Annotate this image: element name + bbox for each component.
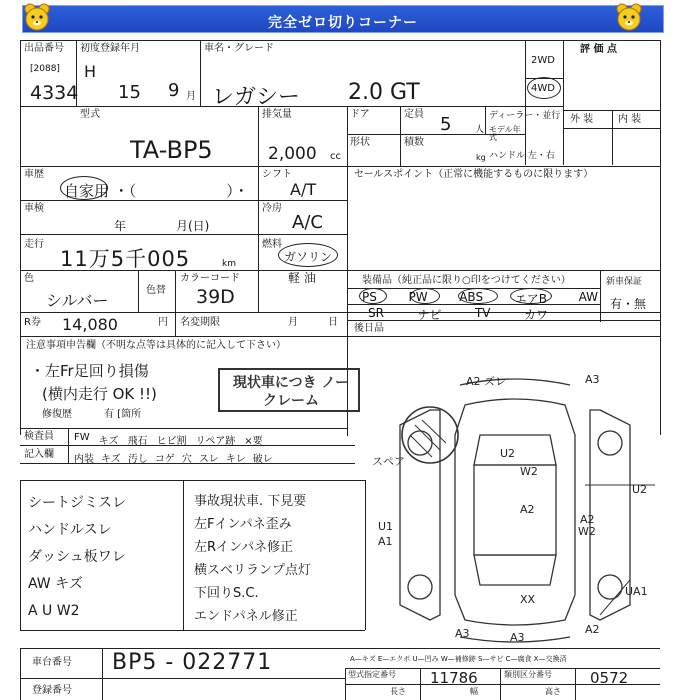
lot-number: 4334: [30, 82, 79, 104]
right-note-item: 横スベリランプ点灯: [194, 563, 312, 578]
int-tear: 破レ: [252, 454, 273, 465]
int-cut: キレ: [225, 454, 246, 465]
fw-head: FW: [74, 432, 90, 443]
new-car-value: 有・無: [610, 297, 647, 311]
aircon-value: A/C: [292, 212, 323, 233]
sales-point-label: セールスポイント（正常に機能するものに限ります）: [354, 169, 594, 180]
equipment-abs: ABS: [459, 290, 484, 304]
reg-month: 9: [168, 80, 180, 101]
load-label: 積数: [404, 137, 424, 148]
type-designation-label: 型式指定番号: [348, 670, 396, 679]
repair-value: 有 [箇所: [104, 409, 142, 420]
width-label: 幅: [470, 687, 478, 696]
mark-ua1: UA1: [625, 585, 648, 598]
inspection-label: 車検: [24, 203, 44, 214]
lot-sub: [2088]: [30, 64, 60, 74]
shape-label: 形状: [350, 137, 370, 148]
pw-circle: [410, 288, 440, 304]
repair-label: 修復歴: [42, 409, 72, 420]
mileage-unit: km: [222, 259, 236, 269]
meikan-label: 名変期限: [180, 317, 220, 328]
int-rub: スレ: [198, 454, 219, 465]
inspection-year-label: 年: [114, 219, 127, 233]
bear-mascot-icon: [614, 2, 644, 32]
drive-2wd: 2WD: [531, 55, 555, 66]
equipment-leather: カワ: [523, 308, 548, 322]
handle-label: ハンドル 左・右: [489, 151, 555, 161]
damage-legend: A—キズ E—エクボ U—凹み W—補修跡 S—サビ C—腐食 X—交換済: [350, 655, 567, 663]
no-claim-stamp-text: 現状車につき ノークレーム: [232, 375, 350, 409]
class-number-value: 0572: [590, 669, 629, 687]
inspection-month-label: 月(日): [176, 219, 210, 233]
fuel-gasoline: ガソリン: [284, 250, 333, 264]
door-label: ドア: [350, 109, 370, 120]
mark-a2-side: A2: [580, 513, 595, 526]
color-code-value: 39D: [196, 286, 235, 308]
aircon-label: 冷房: [262, 203, 282, 214]
left-note-item: AW キズ: [28, 576, 83, 592]
left-note-item: ハンドルスレ: [28, 522, 112, 538]
inspector-label: 検査員: [24, 431, 54, 442]
mileage-label: 走行: [24, 239, 44, 250]
entry-label: 記入欄: [24, 449, 54, 460]
recycle-unit: 円: [158, 317, 168, 328]
history-value: 自家用 ・（ ）・: [64, 182, 249, 200]
int-burn: コゲ: [154, 454, 175, 465]
left-note-item: ダッシュ板ワレ: [28, 549, 126, 565]
history-label: 車歴: [24, 169, 44, 180]
capacity-label: 定員: [404, 109, 424, 120]
car-name: レガシー: [212, 85, 301, 110]
interior-label: 内 装: [618, 114, 642, 125]
int-scratch: キズ: [101, 454, 121, 465]
fw-row: [74, 432, 354, 447]
reg-label: 初度登録年月: [80, 43, 140, 54]
kg-unit: kg: [476, 153, 486, 162]
no-claim-stamp: [218, 368, 360, 412]
chassis-value: BP5 - 022771: [112, 650, 273, 675]
mark-a3-rear-left: A3: [455, 627, 470, 640]
chassis-label: 車台番号: [32, 657, 72, 668]
mark-w2-right: W2: [578, 525, 596, 538]
fw-crack: ヒビ割: [156, 436, 187, 447]
registration-label: 登録番号: [32, 685, 72, 696]
mark-spare: スペア: [372, 455, 405, 468]
mark-a1-left: A1: [378, 535, 393, 548]
mark-w2-top: W2: [520, 465, 538, 478]
interior-row: [74, 450, 354, 465]
equipment-sr: SR: [368, 306, 384, 320]
right-note-item: 左Rインパネ修正: [194, 540, 294, 555]
car-diagram: [370, 365, 660, 650]
right-notes: [194, 490, 364, 628]
color-code-label: カラーコード: [180, 273, 240, 284]
reg-era: H: [84, 62, 97, 81]
banner-title: 完全ゼロ切りコーナー: [268, 15, 418, 31]
aftermarket-label: 後日品: [354, 323, 384, 334]
airbag-circle: [510, 288, 552, 304]
name-label: 車名・グレード: [204, 43, 274, 54]
equipment-ps: PS: [362, 290, 377, 304]
int-dirt: 汚し: [127, 454, 148, 465]
mark-u2-top: U2: [500, 447, 516, 460]
mark-u1-left: U1: [378, 520, 394, 533]
notes-line2: (横内走行 OK !!): [42, 385, 157, 403]
bear-mascot-icon: [22, 2, 52, 32]
recycle-label: R券: [24, 317, 41, 328]
fuel-label: 燃料: [262, 239, 282, 250]
fw-scratch: キズ: [98, 436, 119, 447]
mark-xx: XX: [520, 593, 536, 606]
model-year-label: モデル年式: [489, 125, 521, 142]
mileage-value: 11万5千005: [60, 247, 191, 271]
person-unit: 人: [475, 125, 485, 135]
ps-circle: [359, 288, 387, 304]
right-note-item: 下回りS.C.: [194, 586, 259, 601]
color-value: シルバー: [46, 291, 109, 310]
fw-repair: リペア跡: [195, 436, 236, 447]
equipment-aw: AW: [578, 290, 598, 304]
month-unit: 月: [186, 91, 196, 102]
notes-line1: ・左Fr足回り損傷: [30, 362, 149, 380]
int-hole: 穴: [181, 454, 192, 465]
notes-label: 注意事項申告欄（不明な点等は具体的に記入して下さい）: [26, 340, 286, 351]
equipment-navi: ナビ: [417, 308, 442, 322]
mark-u2-right: U2: [632, 483, 648, 496]
drive-4wd: 4WD: [531, 83, 555, 94]
meikan-month: 月: [288, 317, 298, 328]
length-label: 長さ: [390, 687, 406, 696]
right-note-item: 事故現状車. 下見要: [194, 494, 307, 509]
dealer-label: ディーラー・並行: [489, 111, 561, 121]
color-change-label: 色替: [146, 285, 166, 296]
equipment-tv: TV: [474, 306, 491, 320]
right-note-item: エンドパネル修正: [194, 609, 298, 624]
fw-chip: 飛石: [127, 436, 148, 447]
fuel-diesel: 軽 油: [288, 271, 316, 285]
equipment-pw: PW: [408, 290, 428, 304]
equipment-label: 装備品（純正品に限り○印をつけてください）: [362, 275, 571, 286]
type-designation-value: 11786: [430, 669, 478, 687]
new-car-label: 新車保証: [606, 277, 643, 287]
equipment-airbag: エアB: [514, 292, 547, 306]
gasoline-circle: [278, 243, 338, 267]
mark-a3-top: A3: [585, 373, 600, 386]
color-label: 色: [24, 273, 34, 284]
private-use-circle: [60, 176, 108, 200]
mark-a2-zure: A2 ズレ: [466, 375, 507, 388]
abs-circle: [458, 288, 498, 304]
left-note-item: シートジミスレ: [28, 495, 126, 511]
cc-unit: cc: [330, 151, 341, 162]
recycle-value: 14,080: [62, 315, 118, 334]
shift-value: A/T: [290, 180, 317, 199]
lot-label: 出品番号: [24, 43, 64, 54]
car-grade: 2.0 GT: [348, 80, 420, 105]
drive-4wd-circle: [527, 77, 561, 99]
fw-required: ×要: [244, 436, 263, 447]
banner: [22, 5, 664, 33]
mark-a2-center: A2: [520, 503, 535, 516]
height-label: 高さ: [545, 687, 561, 696]
displacement-value: 2,000: [268, 144, 317, 164]
mark-a2-rear: A2: [585, 623, 600, 636]
model-label: 型式: [80, 109, 100, 120]
shift-label: シフト: [262, 169, 292, 180]
capacity-value: 5: [440, 114, 452, 135]
class-number-label: 類別区分番号: [504, 670, 552, 679]
left-note-item: A U W2: [28, 603, 80, 619]
model-value: TA-BP5: [130, 136, 213, 164]
mark-a3-rear: A3: [510, 631, 525, 644]
score-label: 評 価 点: [580, 44, 617, 55]
displacement-label: 排気量: [262, 109, 292, 120]
int-head: 内装: [74, 454, 94, 465]
reg-year: 15: [118, 82, 141, 103]
left-notes: [28, 490, 178, 625]
exterior-label: 外 装: [570, 114, 594, 125]
equipment-row2: [368, 306, 548, 323]
meikan-day: 日: [328, 317, 338, 328]
right-note-item: 左Fインパネ歪み: [194, 517, 292, 532]
